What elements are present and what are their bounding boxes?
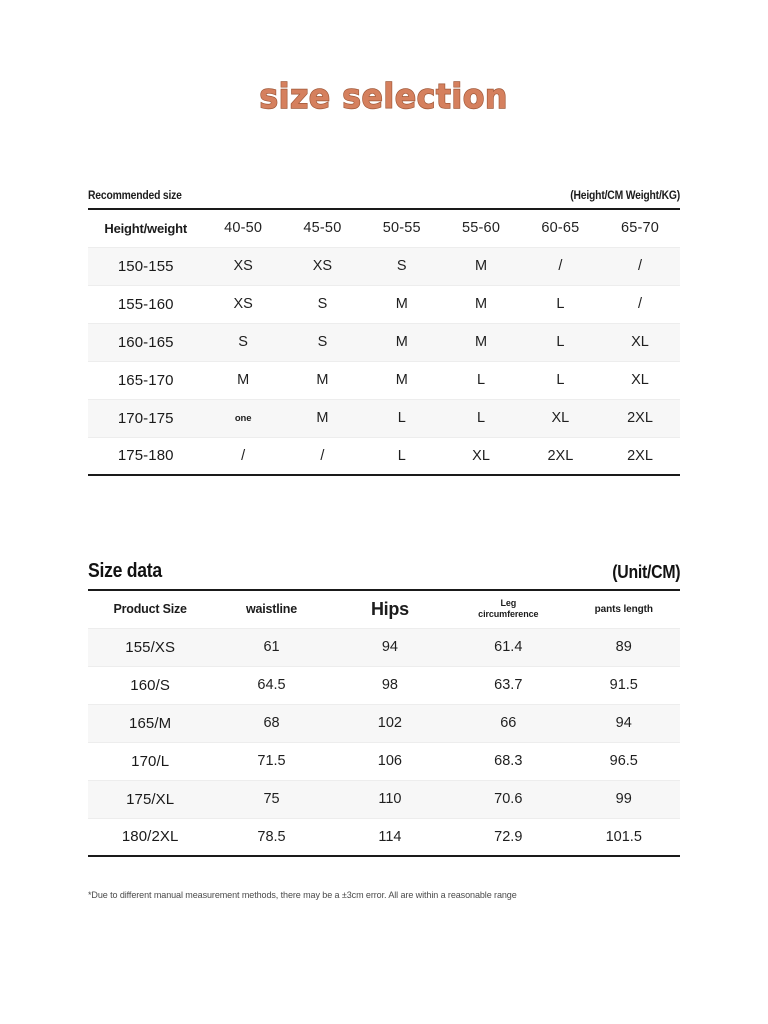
cell-value: 98 — [331, 666, 449, 704]
cell-value: 68.3 — [449, 742, 567, 780]
row-label: 155-160 — [88, 285, 203, 323]
cell-value: 75 — [212, 780, 330, 818]
column-header-leg-circumference — [449, 590, 567, 628]
cell-value: L — [362, 437, 441, 475]
column-header-product-size: Product Size — [88, 590, 212, 628]
recommended-size-section — [88, 190, 680, 476]
cell-value: 2XL — [600, 437, 680, 475]
size-data-unit-label: (Unit/CM) — [611, 562, 680, 582]
cell-value: 72.9 — [449, 818, 567, 856]
cell-value: / — [600, 285, 680, 323]
cell-value: 2XL — [521, 437, 600, 475]
cell-value: M — [283, 399, 362, 437]
column-header-pants-length: pants length — [567, 590, 680, 628]
cell-value: XS — [203, 285, 282, 323]
cell-value: 94 — [567, 704, 680, 742]
row-label: 165-170 — [88, 361, 203, 399]
cell-value: XS — [203, 247, 282, 285]
cell-value: M — [362, 361, 441, 399]
cell-value: 2XL — [600, 399, 680, 437]
table-row — [88, 399, 680, 437]
recommended-size-header — [88, 190, 680, 208]
column-header-hips: Hips — [331, 590, 449, 628]
cell-value: / — [203, 437, 282, 475]
recommended-table-header-row — [88, 209, 680, 247]
size-data-header — [88, 560, 680, 589]
table-row — [88, 323, 680, 361]
cell-value: XL — [600, 323, 680, 361]
cell-value: / — [521, 247, 600, 285]
table-row — [88, 628, 680, 666]
cell-value: XS — [283, 247, 362, 285]
table-row — [88, 704, 680, 742]
cell-value: 101.5 — [567, 818, 680, 856]
row-label: 175-180 — [88, 437, 203, 475]
table-row — [88, 247, 680, 285]
table-row — [88, 818, 680, 856]
cell-value: L — [521, 285, 600, 323]
table-row — [88, 780, 680, 818]
page-title: size selection — [259, 77, 509, 117]
recommended-size-label: Recommended size — [88, 190, 182, 202]
cell-value: 102 — [331, 704, 449, 742]
cell-value: M — [362, 285, 441, 323]
column-header-waistline: waistline — [212, 590, 330, 628]
cell-value: XL — [521, 399, 600, 437]
cell-value: S — [362, 247, 441, 285]
cell-value: M — [362, 323, 441, 361]
cell-value: 61 — [212, 628, 330, 666]
measurement-disclaimer: *Due to different manual measurement methods, there may be a ±3cm error. All are within a reasonable range — [88, 890, 517, 901]
recommended-size-table — [88, 208, 680, 476]
cell-value: L — [362, 399, 441, 437]
row-label: 155/XS — [88, 628, 212, 666]
cell-value: S — [283, 285, 362, 323]
cell-value: / — [283, 437, 362, 475]
row-label: 165/M — [88, 704, 212, 742]
cell-value: one — [203, 399, 282, 437]
size-data-label: Size data — [88, 560, 162, 582]
row-label: 180/2XL — [88, 818, 212, 856]
recommended-size-unit-label: (Height/CM Weight/KG) — [570, 190, 680, 202]
cell-value: 64.5 — [212, 666, 330, 704]
column-header-40-50: 40-50 — [203, 209, 282, 247]
cell-value: L — [521, 361, 600, 399]
cell-value: M — [441, 285, 520, 323]
cell-value: 63.7 — [449, 666, 567, 704]
cell-value: 66 — [449, 704, 567, 742]
column-header-60-65: 60-65 — [521, 209, 600, 247]
cell-value: S — [203, 323, 282, 361]
cell-value: 71.5 — [212, 742, 330, 780]
table-row — [88, 666, 680, 704]
table-row — [88, 361, 680, 399]
cell-value: 99 — [567, 780, 680, 818]
page-title-container — [0, 78, 768, 116]
row-label: 170/L — [88, 742, 212, 780]
cell-value: 114 — [331, 818, 449, 856]
cell-value: M — [441, 323, 520, 361]
cell-value: 91.5 — [567, 666, 680, 704]
cell-value: 70.6 — [449, 780, 567, 818]
cell-value: M — [441, 247, 520, 285]
column-header-55-60: 55-60 — [441, 209, 520, 247]
cell-value: S — [283, 323, 362, 361]
cell-value: 78.5 — [212, 818, 330, 856]
cell-value: 61.4 — [449, 628, 567, 666]
leg-circumference-line-2: circumference — [478, 609, 539, 620]
size-data-table — [88, 589, 680, 857]
row-label: 160/S — [88, 666, 212, 704]
size-data-header-row — [88, 590, 680, 628]
cell-value: / — [600, 247, 680, 285]
table-row — [88, 285, 680, 323]
column-header-50-55: 50-55 — [362, 209, 441, 247]
cell-value: L — [441, 399, 520, 437]
cell-value: XL — [600, 361, 680, 399]
cell-value: L — [521, 323, 600, 361]
table-row — [88, 742, 680, 780]
column-header-height-weight: Height/weight — [88, 209, 203, 247]
cell-value: L — [441, 361, 520, 399]
row-label: 150-155 — [88, 247, 203, 285]
cell-value: 106 — [331, 742, 449, 780]
cell-value: 89 — [567, 628, 680, 666]
cell-value: 68 — [212, 704, 330, 742]
cell-value: M — [203, 361, 282, 399]
cell-value: M — [283, 361, 362, 399]
size-data-section — [88, 560, 680, 857]
row-label: 160-165 — [88, 323, 203, 361]
row-label: 175/XL — [88, 780, 212, 818]
column-header-45-50: 45-50 — [283, 209, 362, 247]
row-label: 170-175 — [88, 399, 203, 437]
cell-value: 96.5 — [567, 742, 680, 780]
cell-value: 94 — [331, 628, 449, 666]
leg-circumference-line-1: Leg — [500, 598, 517, 609]
column-header-65-70: 65-70 — [600, 209, 680, 247]
cell-value: 110 — [331, 780, 449, 818]
table-row — [88, 437, 680, 475]
cell-value: XL — [441, 437, 520, 475]
